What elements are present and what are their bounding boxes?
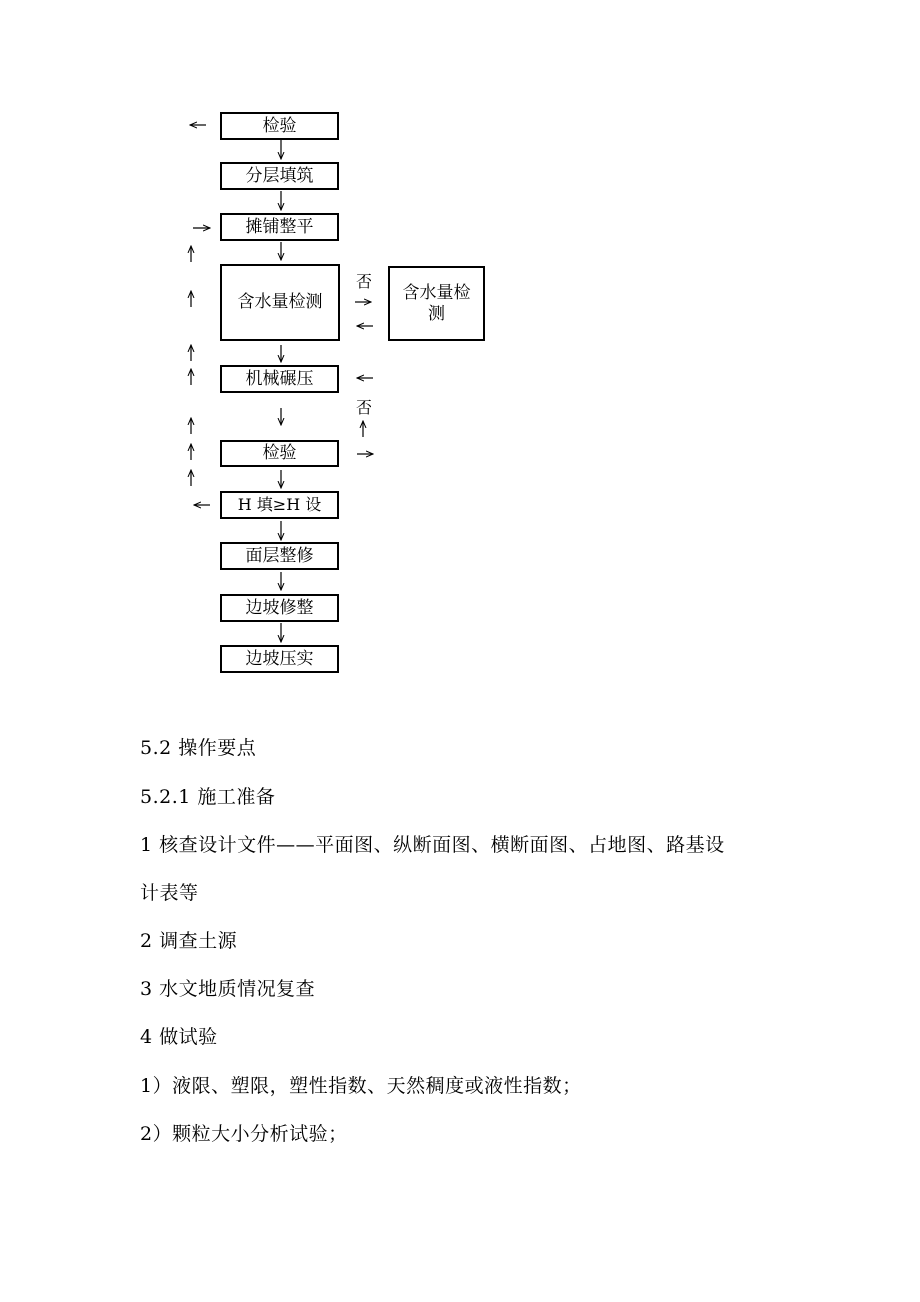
sub-item-1: 1）液限、塑限，塑性指数、天然稠度或液性指数； [140,1075,582,1097]
step-inspect-2: 检验 [220,440,339,467]
item-4: 4 做试验 [140,1026,218,1048]
item-1-line-2: 计表等 [140,882,199,904]
step-surface-finish: 面层整修 [220,542,339,570]
step-compaction: 机械碾压 [220,365,339,393]
step-inspect-1: 检验 [220,112,339,140]
no-label-moisture: 否 [356,272,373,291]
item-3: 3 水文地质情况复查 [140,978,316,1000]
item-2: 2 调查土源 [140,930,238,952]
no-label-inspect: 否 [356,398,373,417]
step-spread-level: 摊铺整平 [220,213,339,241]
step-slope-trim: 边坡修整 [220,594,339,622]
subsection-heading: 5.2.1 施工准备 [140,786,276,808]
sub-item-2: 2）颗粒大小分析试验； [140,1123,348,1145]
step-moisture-test-side: 含水量检 测 [388,266,485,341]
item-1-line-1: 1 核查设计文件——平面图、纵断面图、横断面图、占地图、路基设 [140,834,725,856]
section-heading: 5.2 操作要点 [140,737,257,759]
step-slope-compact: 边坡压实 [220,645,339,673]
step-moisture-test: 含水量检测 [220,264,340,341]
step-height-check: H 填≥H 设 [220,491,339,519]
step-layer-fill: 分层填筑 [220,162,339,190]
